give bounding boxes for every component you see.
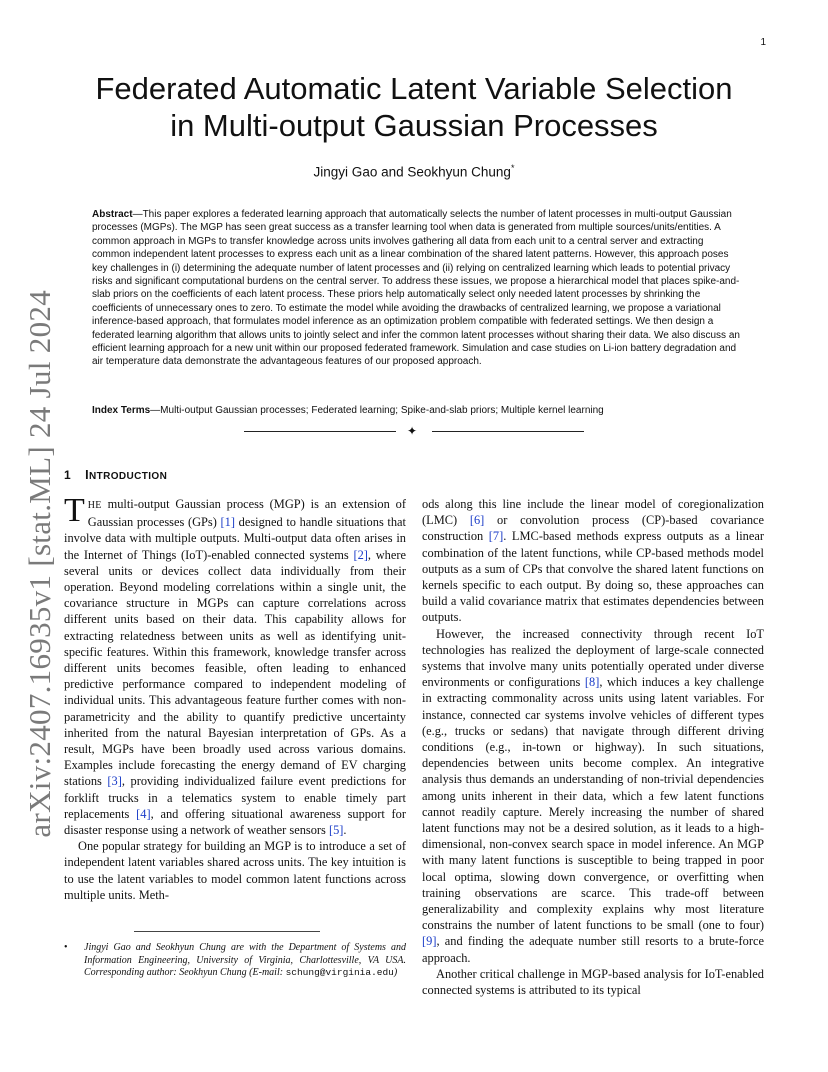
page-number: 1 <box>760 37 766 48</box>
footnote-rule <box>134 931 320 932</box>
title-line-1: Federated Automatic Latent Variable Selection <box>95 71 733 106</box>
text-run: or convolution process (CP)-based covariance construction <box>422 513 765 544</box>
intro-paragraph-3 <box>422 496 764 626</box>
divider-line-left <box>244 431 396 432</box>
section-title-rest: NTRODUCTION <box>88 471 168 482</box>
footnote-text <box>84 942 406 980</box>
abstract <box>92 208 742 369</box>
diamond-icon: ✦ <box>407 424 418 438</box>
intro-paragraph-5: Another critical challenge in MGP-based analysis for IoT-enabled connected systems is attributed to its typical <box>422 966 764 998</box>
section-number: 1 <box>64 468 72 482</box>
text-run: However, the increased connectivity through recent IoT technologies has realized the deployment of large-scale connected systems that involve many units potentially operated under diverse environments or configurations <box>422 626 764 690</box>
text-run: . <box>343 823 347 838</box>
paper-title <box>0 70 828 144</box>
intro-paragraph-1 <box>64 492 407 838</box>
smallcaps-lead: HE <box>87 500 102 511</box>
text-run: , and finding the adequate number still resorts to a brute-force approach. <box>422 934 764 965</box>
authors <box>0 163 828 180</box>
citation-link[interactable]: [7] <box>488 529 504 544</box>
affiliation-footnote <box>64 942 406 980</box>
citation-link[interactable]: [4] <box>136 806 151 821</box>
author-mark: * <box>510 163 515 173</box>
citation-link[interactable]: [3] <box>107 774 122 789</box>
email-link[interactable]: schung@virginia.edu <box>285 967 394 979</box>
title-line-2: in Multi-output Gaussian Processes <box>170 108 658 143</box>
dropcap: T <box>64 492 85 529</box>
text-run: ) <box>393 967 398 979</box>
text-run: , and offering situational awareness support for disaster response using a network of weather sensors <box>64 806 406 838</box>
abstract-text: —This paper explores a federated learning approach that automatically selects the number of latent processes in multi-output Gaussian processes (MGPs). The MGP has seen great success as a transfer learning tool when data is generated from multiple sources/units/entities. A common approach in MGPs to transfer knowledge across units involves gathering all data from each unit to a central server and extracting common independent latent processes to express each unit as a linear combination of the shared latent patterns. However, this approach poses key challenges in (i) determining the adequate number of latent processes and (ii) relying on centralized learning which leads to potential privacy risks and significant computational burdens on the central server. To address these issues, we propose a hierarchical model that places spike-and-slab priors on the coefficients of each latent process. These priors help automatically select only needed latent processes by shrinking the coefficients of unnecessary ones to zero. To estimate the model while avoiding the drawbacks of centralized learning, we propose a variational inference-based approach, that formulates model inference as an optimization problem compatible with federated settings. We then design a federated learning algorithm that allows units to jointly select and infer the common latent processes without sharing their data. We also discuss an efficient learning approach for a new unit within our proposed federated framework. Simulation and case studies on Li-ion battery degradation and air temperature data demonstrate the advantageous features of our proposed approach. <box>92 209 740 368</box>
index-terms-label: Index Terms <box>92 405 151 416</box>
index-terms-text: —Multi-output Gaussian processes; Federated learning; Spike-and-slab priors; Multiple kernel learning <box>150 405 604 416</box>
text-run: Jingyi Gao and Seokhyun Chung are with the Department of Systems and Information Engineering, University of Virginia, Charlottesville, VA USA. Corresponding author: Seokhyun Chung (E-mail: <box>84 942 406 979</box>
index-terms <box>92 404 742 417</box>
citation-link[interactable]: [9] <box>422 934 437 949</box>
text-run: ods along this line include the linear model of coregionalization (LMC) <box>422 497 764 528</box>
text-run: designed to handle situations that involve data with multiple outputs. Multi-output data often arises in the Internet of Things (IoT)-enabled connected systems <box>64 515 406 562</box>
author-names: Jingyi Gao and Seokhyun Chung <box>313 164 511 180</box>
text-run: , providing individualized failure event predictions for forklift trucks in a telematics system to enable timely part replacements <box>64 774 406 821</box>
text-run: , which induces a key challenge in extracting commonality across units using latent variables. For instance, connected car systems involve vehicles of different types (e.g., trucks or sedans) that navigate through different driving conditions (e.g., in-town or highway). In such situations, dependencies between units become complex. An integrative analysis thus demands an understanding of non-trivial dependencies among units inherent in their data, which a few latent functions cannot readily capture. Merely increasing the number of shared latent functions may not be a desired solution, as it leads to a high-dimensional, non-convex search space in model inference. An MGP with many latent functions is susceptible to being trapped in poor local optima, slowing down convergence, or overfitting when training observations are scarce. This trade-off between generalizability and complexity explains why most literature constrains the number of latent functions to be small (one to four) <box>422 675 764 933</box>
left-column <box>64 492 407 903</box>
bullet-icon: • <box>64 942 68 953</box>
right-column <box>422 496 764 998</box>
section-divider <box>244 424 584 440</box>
citation-link[interactable]: [5] <box>328 823 344 838</box>
citation-link[interactable]: [2] <box>353 547 368 562</box>
abstract-label: Abstract <box>92 209 133 220</box>
section-heading <box>64 468 167 482</box>
text-run: , where several units or devices collect data individually from their operation. Beyond modeling correlations within a single unit, the covariance structure in MGPs can capture correlations across different units based on their data. This capability allows for extracting relatedness between units as well as identifying unit-specific features. Within this framework, knowledge transfer across different units becomes feasible, often leading to enhanced predictive performance compared to independent modeling of individual units. This advantageous feature further comes with non-parametricity and the ability to quantify predictive uncertainty inherited from the natural Bayesian interpretation of GPs. As a result, MGPs have been broadly used across various domains. Examples include forecasting the energy demand of EV charging stations <box>64 547 407 789</box>
intro-paragraph-2: One popular strategy for building an MGP is to introduce a set of independent latent variables shared across units. The key intuition is to use the latent variables to model common latent functions across multiple units. Meth- <box>64 839 406 902</box>
arxiv-stamp: arXiv:2407.16935v1 [stat.ML] 24 Jul 2024 <box>22 290 57 838</box>
citation-link[interactable]: [6] <box>469 513 485 528</box>
section-title-initial: I <box>85 468 89 482</box>
intro-paragraph-4 <box>422 626 764 966</box>
citation-link[interactable]: [1] <box>220 515 235 530</box>
text-run: . LMC-based methods express outputs as a linear combination of the latent functions, while CP-based methods model outputs as a sum of CPs that convolve the shared latent functions on kernels specific to each output. By doing so, these approaches can build a valid covariance matrix that estimates dependencies between outputs. <box>422 529 764 625</box>
text-run: multi-output Gaussian process (MGP) is an extension of Gaussian processes (GPs) <box>87 497 406 530</box>
divider-line-right <box>432 431 584 432</box>
citation-link[interactable]: [8] <box>584 675 600 690</box>
